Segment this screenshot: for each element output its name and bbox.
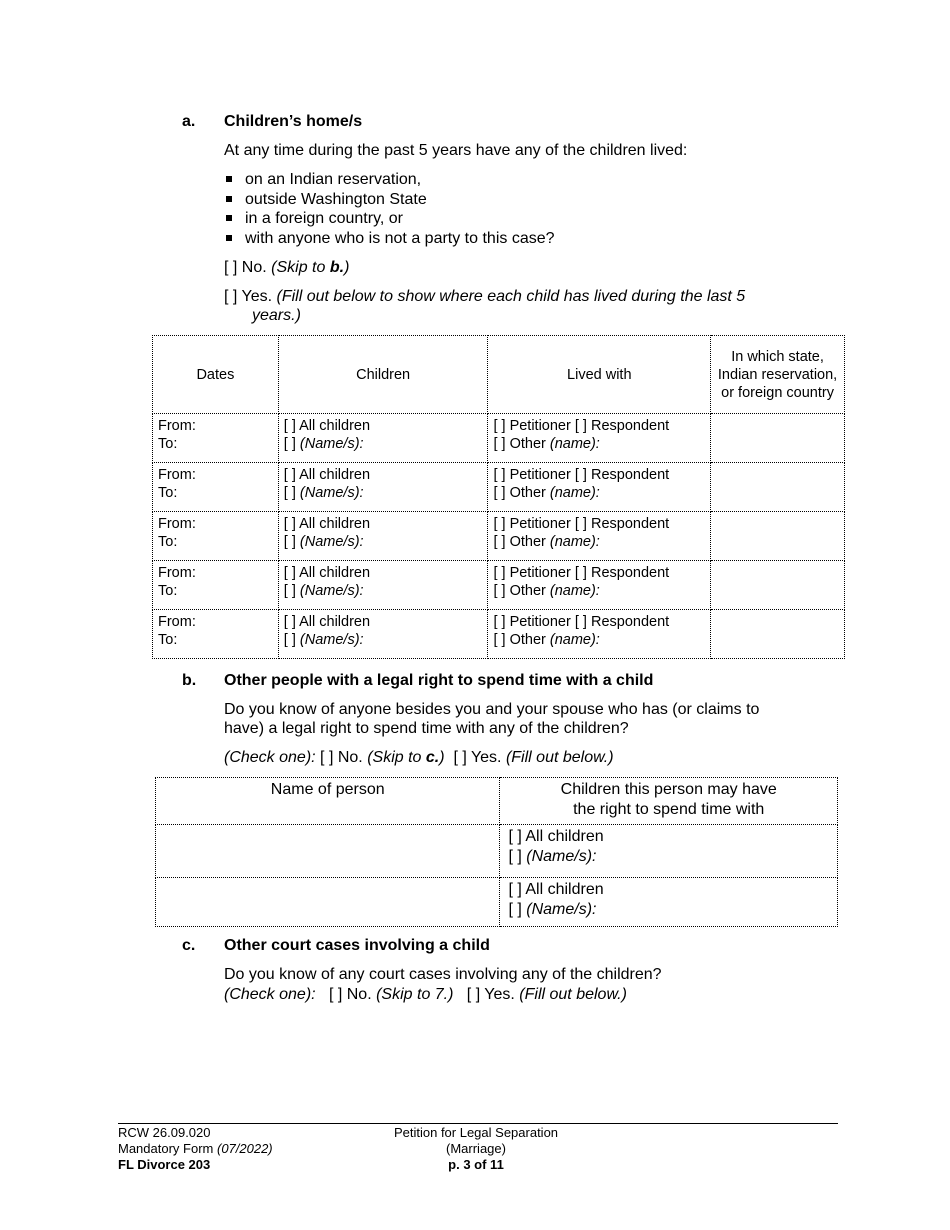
names-label: (Name/s): (299, 534, 364, 550)
to-label: To: (158, 436, 178, 452)
children-cell[interactable] (500, 878, 838, 927)
location-cell[interactable] (711, 512, 845, 561)
no-label: No. (337, 749, 363, 766)
header-name-of-person: Name of person (156, 778, 500, 825)
other-name-label: (name): (549, 436, 600, 452)
footer-left (118, 1125, 273, 1173)
table-row (153, 414, 845, 463)
skip-note: (Skip to 7.) (376, 986, 454, 1003)
other-option[interactable]: [ ] Other (493, 436, 546, 452)
checkbox-no[interactable]: [ ] (328, 986, 343, 1003)
lived-with-cell[interactable] (488, 414, 711, 463)
all-children-option[interactable]: [ ] All children (508, 881, 604, 898)
section-a-bullet-list (224, 170, 724, 248)
petitioner-respondent-options[interactable]: [ ] Petitioner [ ] Respondent (493, 418, 670, 434)
children-cell[interactable] (278, 512, 488, 561)
no-label: No. (346, 986, 372, 1003)
all-children-option[interactable]: [ ] All children (283, 614, 371, 630)
list-item: with anyone who is not a party to this case? (224, 229, 724, 249)
other-option[interactable]: [ ] Other (493, 632, 546, 648)
skip-note-end: ) (439, 749, 445, 766)
lived-with-cell[interactable] (488, 610, 711, 659)
names-label: (Name/s): (299, 632, 364, 648)
lived-with-cell[interactable] (488, 561, 711, 610)
yes-label: Yes. (241, 288, 273, 305)
footer-page-number: p. 3 of 11 (448, 1157, 504, 1172)
skip-note: (Skip to (271, 259, 330, 276)
petitioner-respondent-options[interactable]: [ ] Petitioner [ ] Respondent (493, 516, 670, 532)
to-label: To: (158, 583, 178, 599)
check-one-label: (Check one): (224, 986, 316, 1003)
dates-cell[interactable] (153, 561, 279, 610)
dates-cell[interactable] (153, 463, 279, 512)
skip-target: b. (329, 259, 345, 276)
list-item: in a foreign country, or (224, 209, 724, 229)
location-cell[interactable] (711, 561, 845, 610)
header-dates: Dates (153, 336, 279, 414)
checkbox-no[interactable]: [ ] (320, 749, 334, 766)
section-a-title: Children’s home/s (224, 113, 363, 130)
footer-form-id: FL Divorce 203 (118, 1157, 211, 1172)
yes-note: (Fill out below.) (519, 986, 627, 1003)
all-children-option[interactable]: [ ] All children (283, 516, 371, 532)
names-checkbox[interactable]: [ ] (283, 632, 296, 648)
name-cell[interactable] (156, 825, 500, 878)
skip-note: (Skip to (367, 749, 426, 766)
no-label: No. (241, 259, 267, 276)
from-label: From: (158, 467, 196, 483)
section-b-question-line2: have) a legal right to spend time with any of the children? (224, 720, 629, 737)
petitioner-respondent-options[interactable]: [ ] Petitioner [ ] Respondent (493, 467, 670, 483)
children-residence-table (152, 335, 845, 659)
section-a-letter: a. (182, 113, 196, 130)
footer-divider (118, 1123, 838, 1124)
mandatory-label: Mandatory Form (118, 1141, 217, 1156)
list-item: on an Indian reservation, (224, 170, 724, 190)
header-location: In which state, Indian reservation, or foreign country (711, 336, 845, 414)
petitioner-respondent-options[interactable]: [ ] Petitioner [ ] Respondent (493, 614, 670, 630)
section-c-question: Do you know of any court cases involving any of the children? (224, 966, 662, 983)
all-children-option[interactable]: [ ] All children (508, 828, 604, 845)
table-row (156, 825, 838, 878)
from-label: From: (158, 516, 196, 532)
children-cell[interactable] (278, 561, 488, 610)
table-row (156, 878, 838, 927)
section-c-check-one[interactable] (224, 985, 627, 1005)
check-one-label: (Check one): (224, 749, 316, 766)
footer-title-line2: (Marriage) (446, 1141, 506, 1156)
lived-with-cell[interactable] (488, 463, 711, 512)
names-label: (Name/s): (526, 847, 597, 865)
yes-note: (Fill out below.) (505, 749, 614, 766)
all-children-option[interactable]: [ ] All children (283, 467, 371, 483)
section-b-check-one[interactable] (224, 748, 614, 768)
mandatory-date: (07/2022) (216, 1141, 273, 1156)
section-c-letter: c. (182, 937, 196, 954)
other-option[interactable]: [ ] Other (493, 534, 546, 550)
header-line1: Children this person may have (560, 781, 777, 798)
section-b-question-line1: Do you know of anyone besides you and your spouse who has (or claims to (224, 701, 760, 718)
children-cell[interactable] (278, 414, 488, 463)
children-cell[interactable] (500, 825, 838, 878)
header-children: Children (278, 336, 488, 414)
other-name-label: (name): (549, 485, 600, 501)
petitioner-respondent-options[interactable]: [ ] Petitioner [ ] Respondent (493, 565, 670, 581)
children-cell[interactable] (278, 610, 488, 659)
footer-center (368, 1125, 584, 1173)
to-label: To: (158, 485, 178, 501)
checkbox-no[interactable]: [ ] (224, 259, 238, 276)
other-option[interactable]: [ ] Other (493, 485, 546, 501)
names-checkbox[interactable]: [ ] (283, 485, 296, 501)
children-cell[interactable] (278, 463, 488, 512)
name-cell[interactable] (156, 878, 500, 927)
section-b-title: Other people with a legal right to spend time with a child (224, 672, 654, 689)
from-label: From: (158, 565, 196, 581)
to-label: To: (158, 632, 178, 648)
other-name-label: (name): (549, 534, 600, 550)
yes-note-line1: (Fill out below to show where each child has lived during the last 5 (276, 288, 746, 305)
names-label: (Name/s): (299, 436, 364, 452)
footer-mandatory (118, 1141, 273, 1157)
yes-note-line2: years.) (252, 307, 301, 324)
section-a-question: At any time during the past 5 years have any of the children lived: (224, 142, 688, 159)
header-line2: the right to spend time with (573, 801, 765, 818)
names-checkbox[interactable]: [ ] (508, 847, 522, 865)
names-label: (Name/s): (299, 485, 364, 501)
location-cell[interactable] (711, 414, 845, 463)
section-a-no-option[interactable] (224, 258, 349, 278)
yes-label: Yes. (484, 986, 515, 1003)
footer-rcw: RCW 26.09.020 (118, 1125, 211, 1140)
names-label: (Name/s): (526, 900, 597, 918)
yes-label: Yes. (470, 749, 502, 766)
lived-with-cell[interactable] (488, 512, 711, 561)
other-option[interactable]: [ ] Other (493, 583, 546, 599)
dates-cell[interactable] (153, 610, 279, 659)
table-row (153, 610, 845, 659)
header-children-right (500, 778, 838, 825)
section-c-title: Other court cases involving a child (224, 937, 490, 954)
all-children-option[interactable]: [ ] All children (283, 418, 371, 434)
location-cell[interactable] (711, 463, 845, 512)
names-checkbox[interactable]: [ ] (508, 900, 522, 918)
section-a-yes-option[interactable] (224, 287, 824, 307)
table-row (153, 463, 845, 512)
checkbox-yes[interactable]: [ ] (466, 986, 481, 1003)
from-label: From: (158, 418, 196, 434)
names-checkbox[interactable]: [ ] (283, 534, 296, 550)
other-name-label: (name): (549, 583, 600, 599)
skip-target: c. (425, 749, 440, 766)
table-row (153, 561, 845, 610)
dates-cell[interactable] (153, 512, 279, 561)
names-label: (Name/s): (299, 583, 364, 599)
checkbox-yes[interactable]: [ ] (453, 749, 467, 766)
footer-title-line1: Petition for Legal Separation (393, 1125, 559, 1140)
from-label: From: (158, 614, 196, 630)
skip-note-end: ) (344, 259, 350, 276)
table-row (153, 512, 845, 561)
names-checkbox[interactable]: [ ] (283, 583, 296, 599)
dates-cell[interactable] (153, 414, 279, 463)
to-label: To: (158, 534, 178, 550)
checkbox-yes[interactable]: [ ] (224, 288, 238, 305)
location-cell[interactable] (711, 610, 845, 659)
all-children-option[interactable]: [ ] All children (283, 565, 371, 581)
list-item: outside Washington State (224, 190, 724, 210)
header-lived-with: Lived with (488, 336, 711, 414)
legal-right-table (155, 777, 838, 927)
names-checkbox[interactable]: [ ] (283, 436, 296, 452)
section-b-letter: b. (182, 672, 197, 689)
other-name-label: (name): (549, 632, 600, 648)
